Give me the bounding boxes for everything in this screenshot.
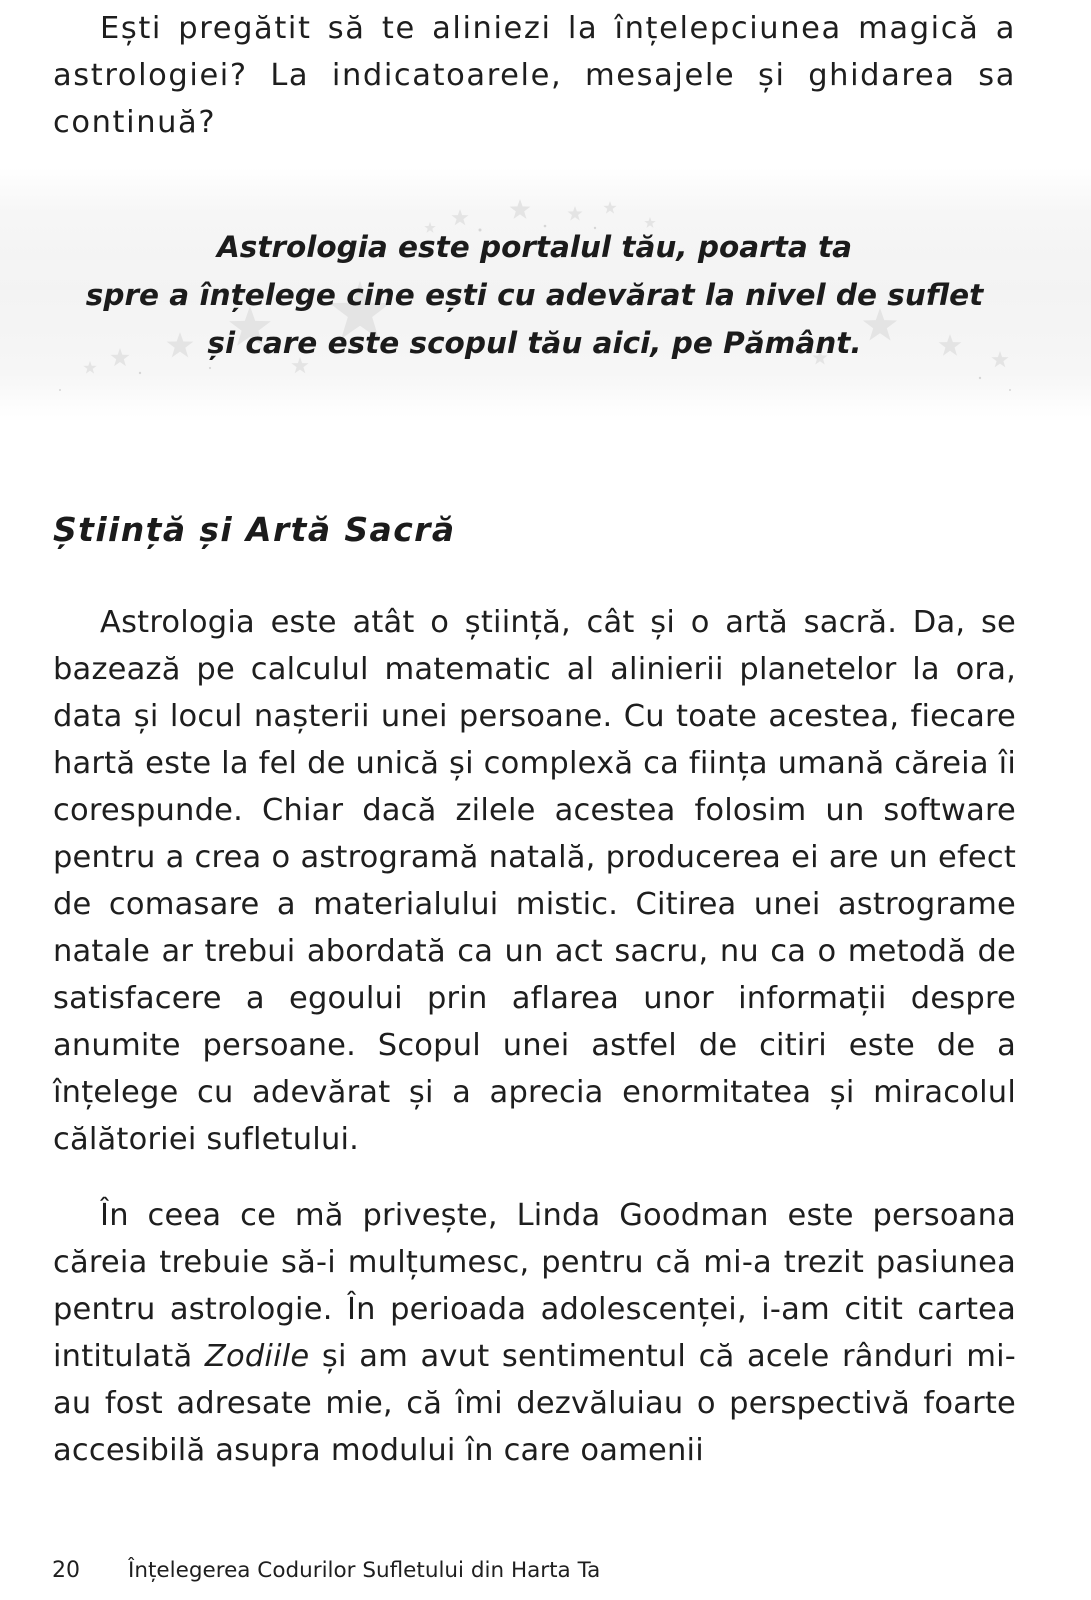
intro-paragraph: Ești pregătit să te aliniezi la înțelepciunea magică a astrologiei? La indicatoarele, mesajele și ghidarea sa continuă? bbox=[53, 11, 1016, 140]
pull-quote-line: și care este scopul tău aici, pe Pământ. bbox=[207, 326, 862, 360]
page-number: 20 bbox=[52, 1558, 80, 1583]
section-heading: Știință și Artă Sacră bbox=[53, 510, 456, 549]
running-title: Înțelegerea Codurilor Sufletului din Harta Ta bbox=[128, 1558, 601, 1583]
body-paragraph bbox=[53, 1192, 1016, 1474]
book-title-italic: Zodiile bbox=[204, 1339, 310, 1374]
paragraph-text: și am avut sentimentul că acele rânduri mi-au fost adresate mie, că îmi dezvăluiau o perspectivă foarte accesibilă asupra modului în care oamenii bbox=[53, 1339, 1016, 1468]
body-paragraph: Astrologia este atât o știință, cât și o artă sacră. Da, se bazează pe calculul matematic al alinierii planetelor la ora, data și locul nașterii unei persoane. Cu toate acestea, fiecare hartă este la fel de unică și complexă ca ființa umană căreia îi corespunde. Chiar dacă zilele acestea folosim un software pentru a crea o astrogramă natală, producerea ei are un efect de comasare a materialului mistic. Citirea unei astrograme natale ar trebui abordată ca un act sacru, nu ca o metodă de satisfacere a egoului prin aflarea unor informații despre anumite persoane. Scopul unei astfel de citiri este de a înțelege cu adevărat și a aprecia enormitatea și miracolul călătoriei sufletului. bbox=[53, 605, 1016, 1157]
pull-quote bbox=[53, 223, 1016, 367]
pull-quote-line: spre a înțelege cine ești cu adevărat la nivel de suflet bbox=[85, 278, 984, 312]
page-footer bbox=[52, 1556, 600, 1586]
pull-quote-line: Astrologia este portalul tău, poarta ta bbox=[216, 230, 853, 264]
paragraph-text: În ceea ce mă privește, Linda Goodman este persoana căreia trebuie să-i mulțumesc, pentru că mi-a trezit pasiunea pentru astrologie. În perioada adolescenței, i-am citit cartea intitulată bbox=[53, 1198, 1016, 1374]
